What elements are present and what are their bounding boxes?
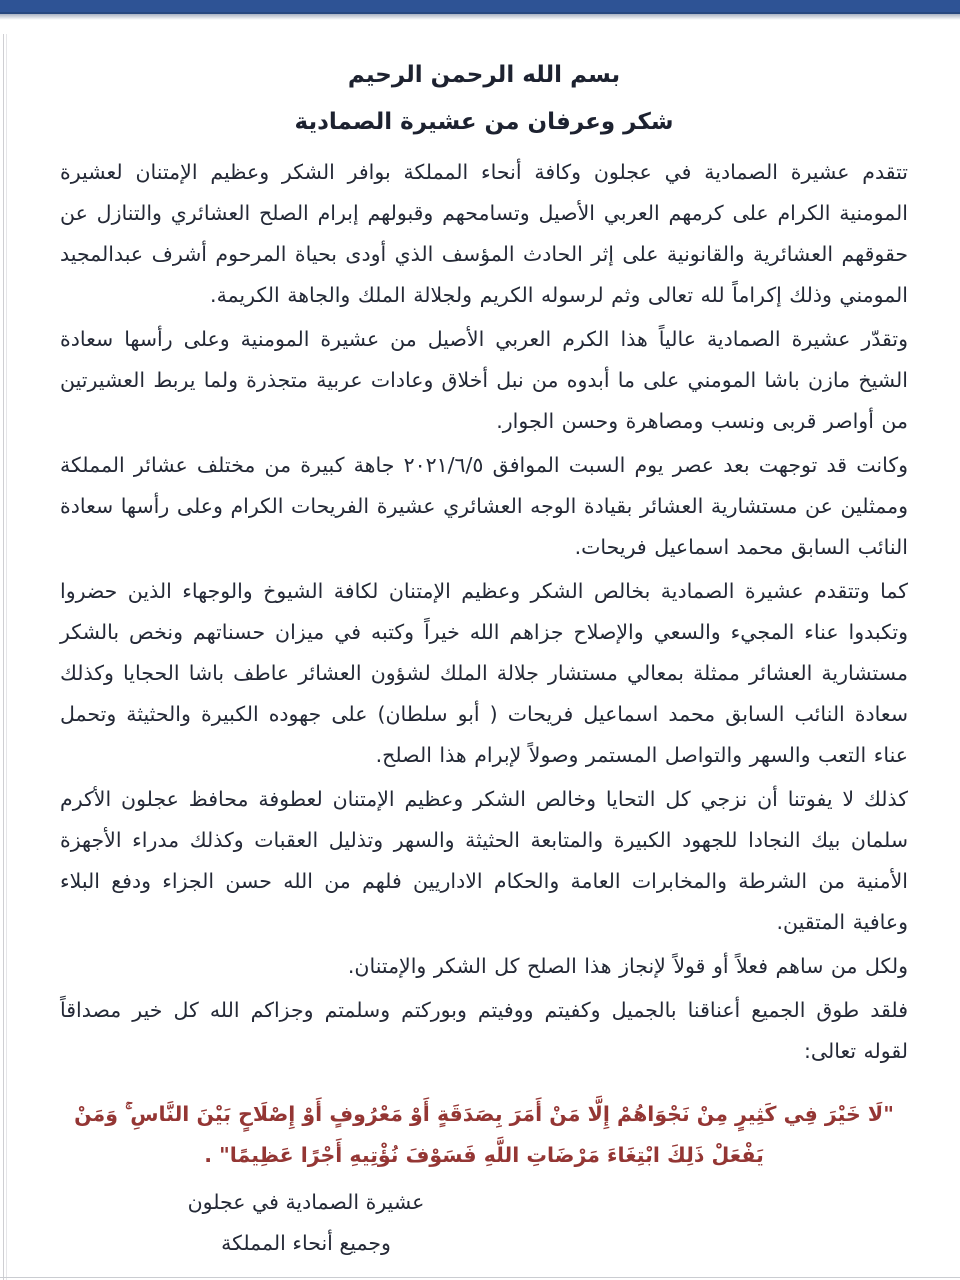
paragraph-thanks-momaniyeh-tribe: تتقدم عشيرة الصمادية في عجلون وكافة أنحاء المملكة بوافر الشكر وعظيم الإمتنان لعشيرة المومنية الكرام على كرمهم العربي الأصيل وتسامحهم وقبولهم إبرام الصلح العشائري والتنازل عن حقوقهم العشائرية والقانونية على إثر الحادث المؤسف الذي أودى بحياة المرحوم أشرف عبدالمجيد المومني وذلك إكراماً لله تعالى وثم لرسوله الكريم ولجلالة الملك والجاهة الكريمة. [60,160,908,307]
page-edge-left [3,34,4,1280]
paragraph-delegation-date: وكانت قد توجهت بعد عصر يوم السبت الموافق ٢٠٢١/٦/٥ جاهة كبيرة من مختلف عشائر المملكة وممثلين عن مستشارية العشائر بقيادة الوجه العشائري عشيرة الفريحات الكرام وعلى رأسها سعادة النائب السابق محمد اسماعيل فريحات. [60,453,908,559]
paragraph-praise-sheikh-mazen: وتقدّر عشيرة الصمادية عالياً هذا الكرم العربي الأصيل من عشيرة المومنية وعلى رأسها سعادة الشيخ مازن باشا المومني على ما أبدوه من نبل أخلاق وعادات عربية متجذرة ولما يربط العشيرتين من أواصر قربى ونسب ومصاهرة وحسن الجوار. [60,327,908,433]
verse-preface-line: فلقد طوق الجميع أعناقنا بالجميل وكفيتم ووفيتم وبوركتم وسلمتم وجزاكم الله كل خير مصداقاً لقوله تعالى: [60,998,908,1063]
paragraph-thanks-sheikhs-advisor: كما وتتقدم عشيرة الصمادية بخالص الشكر وعظيم الإمتنان لكافة الشيوخ والوجهاء الذين حضروا وتكبدوا عناء المجيء والسعي والإصلاح جزاهم الله خيراً وكتبه في ميزان حسناتهم ونخص بالشكر مستشارية العشائر ممثلة بمعالي مستشار جلالة الملك لشؤون العشائر عاطف باشا الحجايا وكذلك سعادة النائب السابق محمد اسماعيل فريحات ( أبو سلطان) على جهوده الكبيرة والحثيثة وتحمل عناء التعب والسهر والتواصل المستمر وصولاً لإبرام هذا الصلح. [60,579,908,767]
signature-block [163,1182,449,1264]
top-bar-shadow [0,14,960,20]
basmala-heading: بسم الله الرحمن الرحيم [347,62,621,88]
page-edge-bottom [0,1277,960,1278]
quran-verse: "لَا خَيْرَ فِي كَثِيرٍ مِنْ نَجْوَاهُمْ إِلَّا مَنْ أَمَرَ بِصَدَقَةٍ أَوْ مَعْرُوفٍ أَوْ إِصْلَاحٍ بَيْنَ النَّاسِ ۚ وَمَنْ يَفْعَلْ ذَلِكَ ابْتِغَاءَ مَرْضَاتِ اللَّهِ فَسَوْفَ نُؤْتِيهِ أَجْرًا عَظِيمًا" . [74,1102,894,1167]
signature-line-1: عشيرة الصمادية في عجلون [187,1190,425,1214]
signature-line-2: وجميع أنحاء المملكة [221,1231,391,1255]
paragraph-thanks-governor-security: كذلك لا يفوتنا أن نزجي كل التحايا وخالص الشكر وعظيم الإمتنان لعطوفة محافظ عجلون الأكرم سلمان بيك النجادا للجهود الكبيرة والمتابعة الحثيثة والسهر وتذليل العقبات وكذلك مدراء الأجهزة الأمنية من الشرطة والمخابرات العامة والحكام الاداريين فلهم من الله حسن الجزاء ودفع البلاء وعافية المتقين. [60,787,908,934]
top-bar [0,0,960,14]
closing-thanks-line: ولكل من ساهم فعلاً أو قولاً لإنجاز هذا الصلح كل الشكر والإمتنان. [347,954,908,978]
letter-title: شكر وعرفان من عشيرة الصمادية [294,109,674,135]
